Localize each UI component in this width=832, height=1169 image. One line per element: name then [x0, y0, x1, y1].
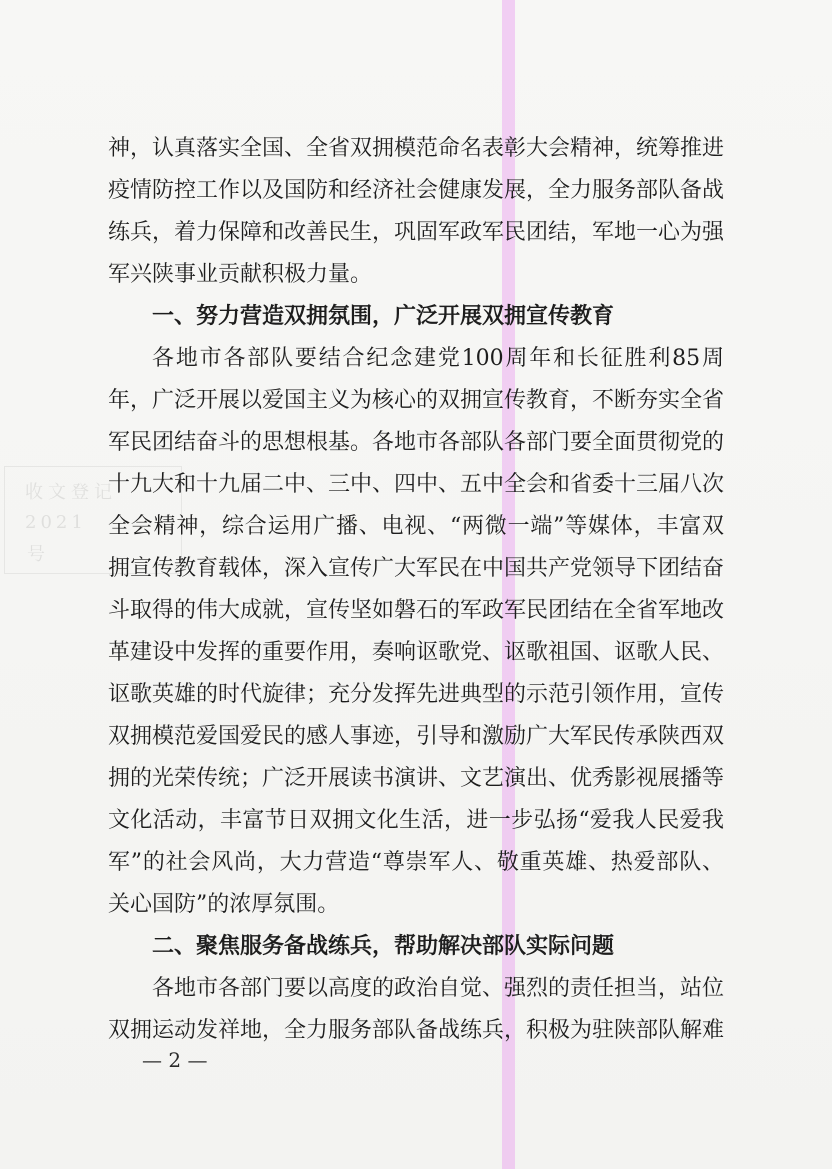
stamp-line-2: 2021: [25, 512, 87, 533]
page-number: — 2 —: [142, 1048, 208, 1072]
section-heading-2: 二、聚焦服务备战练兵，帮助解决部队实际问题: [152, 934, 615, 959]
document-body: [108, 128, 724, 1052]
paragraph-section-2: 各地市各部门要以高度的政治自觉、强烈的责任担当，站位双拥运动发祥地，全力服务部队备战练兵，积极为驻陕部队解难: [108, 976, 725, 1043]
stamp-line-3: 号: [27, 544, 52, 565]
section-heading-1: 一、努力营造双拥氛围，广泛开展双拥宣传教育: [152, 304, 615, 329]
paragraph-section-1: 各地市各部队要结合纪念建党100周年和长征胜利85周年，广泛开展以爱国主义为核心的双拥宣传教育，不断夯实全省军民团结奋斗的思想根基。各地市各部队各部门要全面贯彻党的十九大和十九届二中、三中、四中、五中全会和省委十三届八次全会精神，综合运用广播、电视、“两微一端”等媒体，丰富双拥宣传教育载体，深入宣传广大军民在中国共产党领导下团结奋斗取得的伟大成就，宣传坚如磐石的军政军民团结在全省军地改革建设中发挥的重要作用，奏响讴歌党、讴歌祖国、讴歌人民、讴歌英雄的时代旋律；充分发挥先进典型的示范引领作用，宣传双拥模范爱国爱民的感人事迹，引导和激励广大军民传承陕西双拥的光荣传统；广泛开展读书演讲、文艺演出、优秀影视展播等文化活动，丰富节日双拥文化生活，进一步弘扬“爱我人民爱我军”的社会风尚，大力营造“尊崇军人、敬重英雄、热爱部队、关心国防”的浓厚氛围。: [108, 346, 725, 917]
stamp-line-1: 收文登记: [25, 482, 117, 503]
paragraph-continuation: 神，认真落实全国、全省双拥模范命名表彰大会精神，统筹推进疫情防控工作以及国防和经济社会健康发展，全力服务部队备战练兵，着力保障和改善民生，巩固军政军民团结，军地一心为强军兴陕事业贡献积极力量。: [108, 136, 725, 287]
